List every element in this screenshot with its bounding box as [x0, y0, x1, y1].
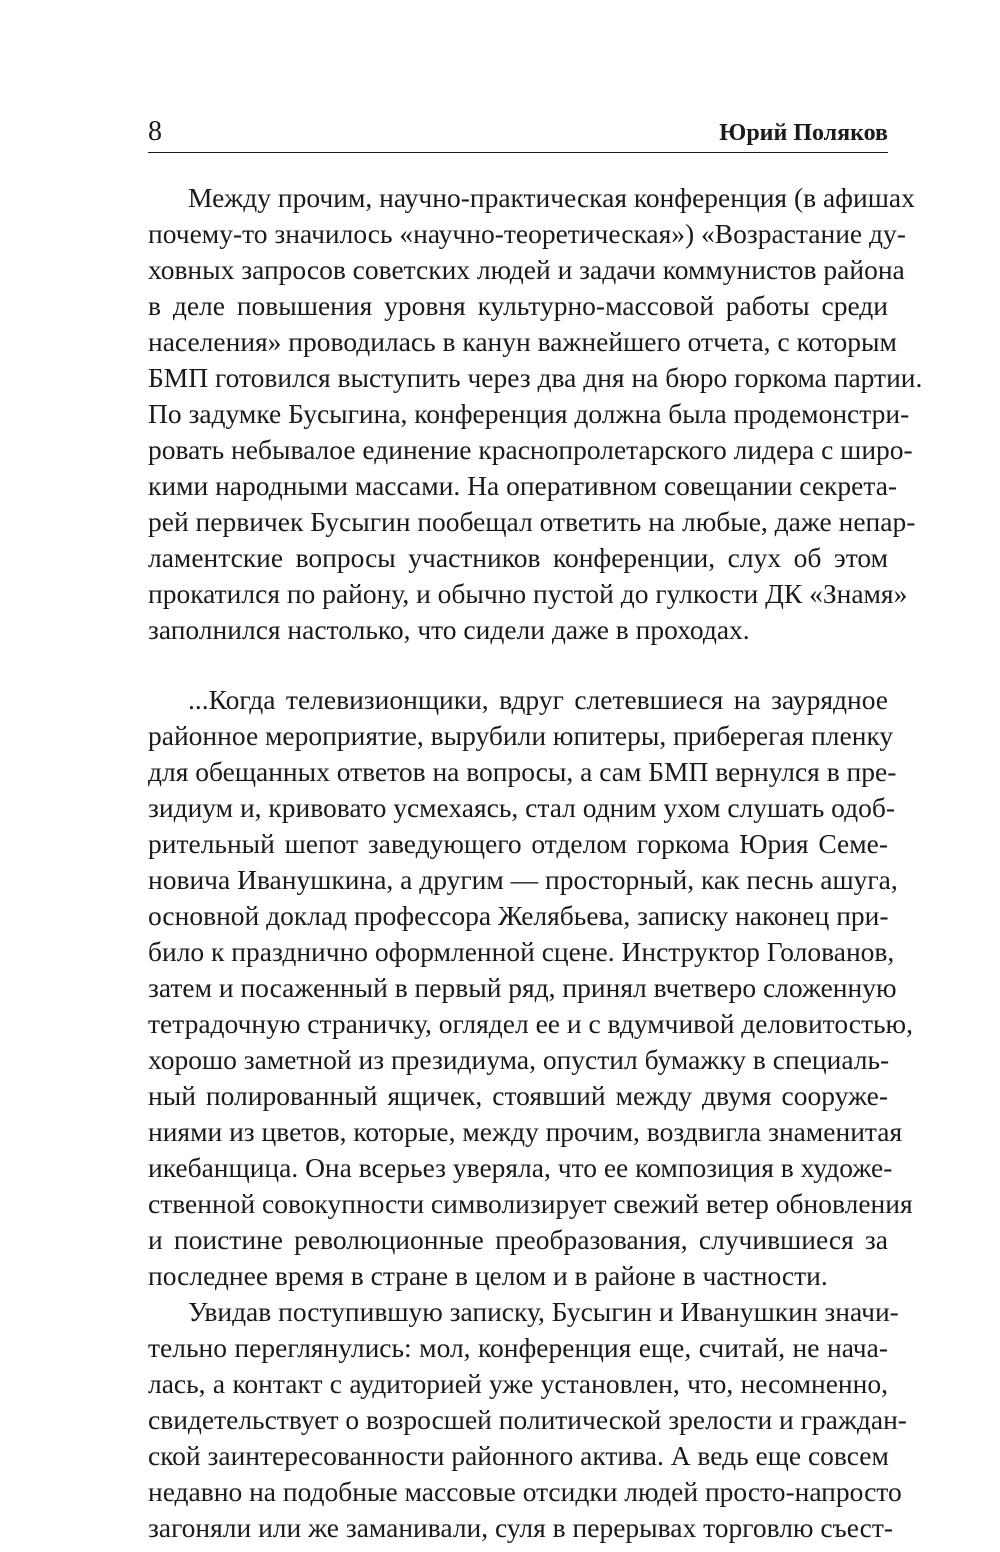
text-line: прокатился по району, и обычно пустой до гулкости ДК «Знамя» [148, 578, 908, 609]
text-line: кими народными массами. На оперативном совещании секрета- [148, 470, 898, 501]
text-line: основной доклад профессора Желябьева, записку наконец при- [148, 900, 889, 931]
text-line: в деле повышения уровня культурно-массовой работы среди [148, 290, 888, 321]
text-line: Увидав поступившую записку, Бусыгин и Иванушкин значи- [188, 1296, 899, 1327]
page-header [148, 116, 888, 153]
text-line: ровать небывалое единение краснопролетарского лидера с широ- [148, 434, 913, 465]
text-line: населения» проводилась в канун важнейшего отчета, с которым [148, 326, 897, 357]
text-line: ховных запросов советских людей и задачи коммунистов района [148, 254, 905, 285]
text-line: ламентские вопросы участников конференции, слух об этом [148, 542, 888, 573]
text-line: последнее время в стране в целом и в районе в частности. [148, 1260, 828, 1291]
text-line: почему-то значилось «научно-теоретическая») «Возрастание ду- [148, 218, 906, 249]
text-line: Между прочим, научно-практическая конференция (в афишах [188, 182, 915, 213]
text-line: БМП готовился выступить через два дня на бюро горкома партии. [148, 362, 923, 393]
text-line: районное мероприятие, вырубили юпитеры, приберегая пленку [148, 720, 894, 751]
text-line: ный полированный ящичек, стоявший между двумя сооруже- [148, 1080, 888, 1111]
text-line: для обещанных ответов на вопросы, а сам БМП вернулся в пре- [148, 756, 897, 787]
section-break [148, 648, 888, 682]
text-line: загоняли или же заманивали, суля в перерывах торговлю съест- [148, 1512, 894, 1543]
text-line: ской заинтересованности районного актива. А ведь еще совсем [148, 1440, 889, 1471]
text-line: лась, а контакт с аудиторией уже установлен, что, несомненно, [148, 1368, 888, 1399]
text-line: ...Когда телевизионщики, вдруг слетевшиеся на заурядное [188, 684, 888, 715]
text-line: тельно переглянулись: мол, конференция еще, считай, не нача- [148, 1332, 888, 1363]
text-line: тетрадочную страничку, оглядел ее и с вдумчивой деловитостью, [148, 1008, 913, 1039]
paragraph [148, 180, 923, 648]
text-line: рей первичек Бусыгин пообещал ответить на любые, даже непар- [148, 506, 916, 537]
text-line: По задумке Бусыгина, конференция должна была продемонстри- [148, 398, 910, 429]
text-line: рительный шепот заведующего отделом горкома Юрия Семе- [148, 828, 888, 859]
text-line: било к празднично оформленной сцене. Инструктор Голованов, [148, 936, 895, 967]
text-line: ственной совокупности символизирует свежий ветер обновления [148, 1188, 913, 1219]
text-line: ниями из цветов, которые, между прочим, воздвигла знаменитая [148, 1116, 903, 1147]
text-line: недавно на подобные массовые отсидки людей просто-напросто [148, 1476, 902, 1507]
text-line: свидетельствует о возросшей политической зрелости и граждан- [148, 1404, 907, 1435]
body-text [148, 180, 923, 1546]
text-line: затем и посаженный в первый ряд, принял вчетверо сложенную [148, 972, 897, 1003]
paragraph [148, 1294, 907, 1546]
page-number: 8 [148, 116, 162, 147]
paragraph [148, 682, 913, 1294]
text-line: заполнился настолько, что сидели даже в проходах. [148, 614, 750, 645]
text-line: икебанщица. Она всерьез уверяла, что ее композиция в художе- [148, 1152, 893, 1183]
text-line: новича Иванушкина, а другим — просторный, как песнь ашуга, [148, 864, 898, 895]
text-line: зидиум и, кривовато усмехаясь, стал одним ухом слушать одоб- [148, 792, 895, 823]
text-line: и поистине революционные преобразования, случившиеся за [148, 1224, 888, 1255]
running-head-author: Юрий Поляков [719, 120, 888, 146]
text-line: хорошо заметной из президиума, опустил бумажку в специаль- [148, 1044, 890, 1075]
